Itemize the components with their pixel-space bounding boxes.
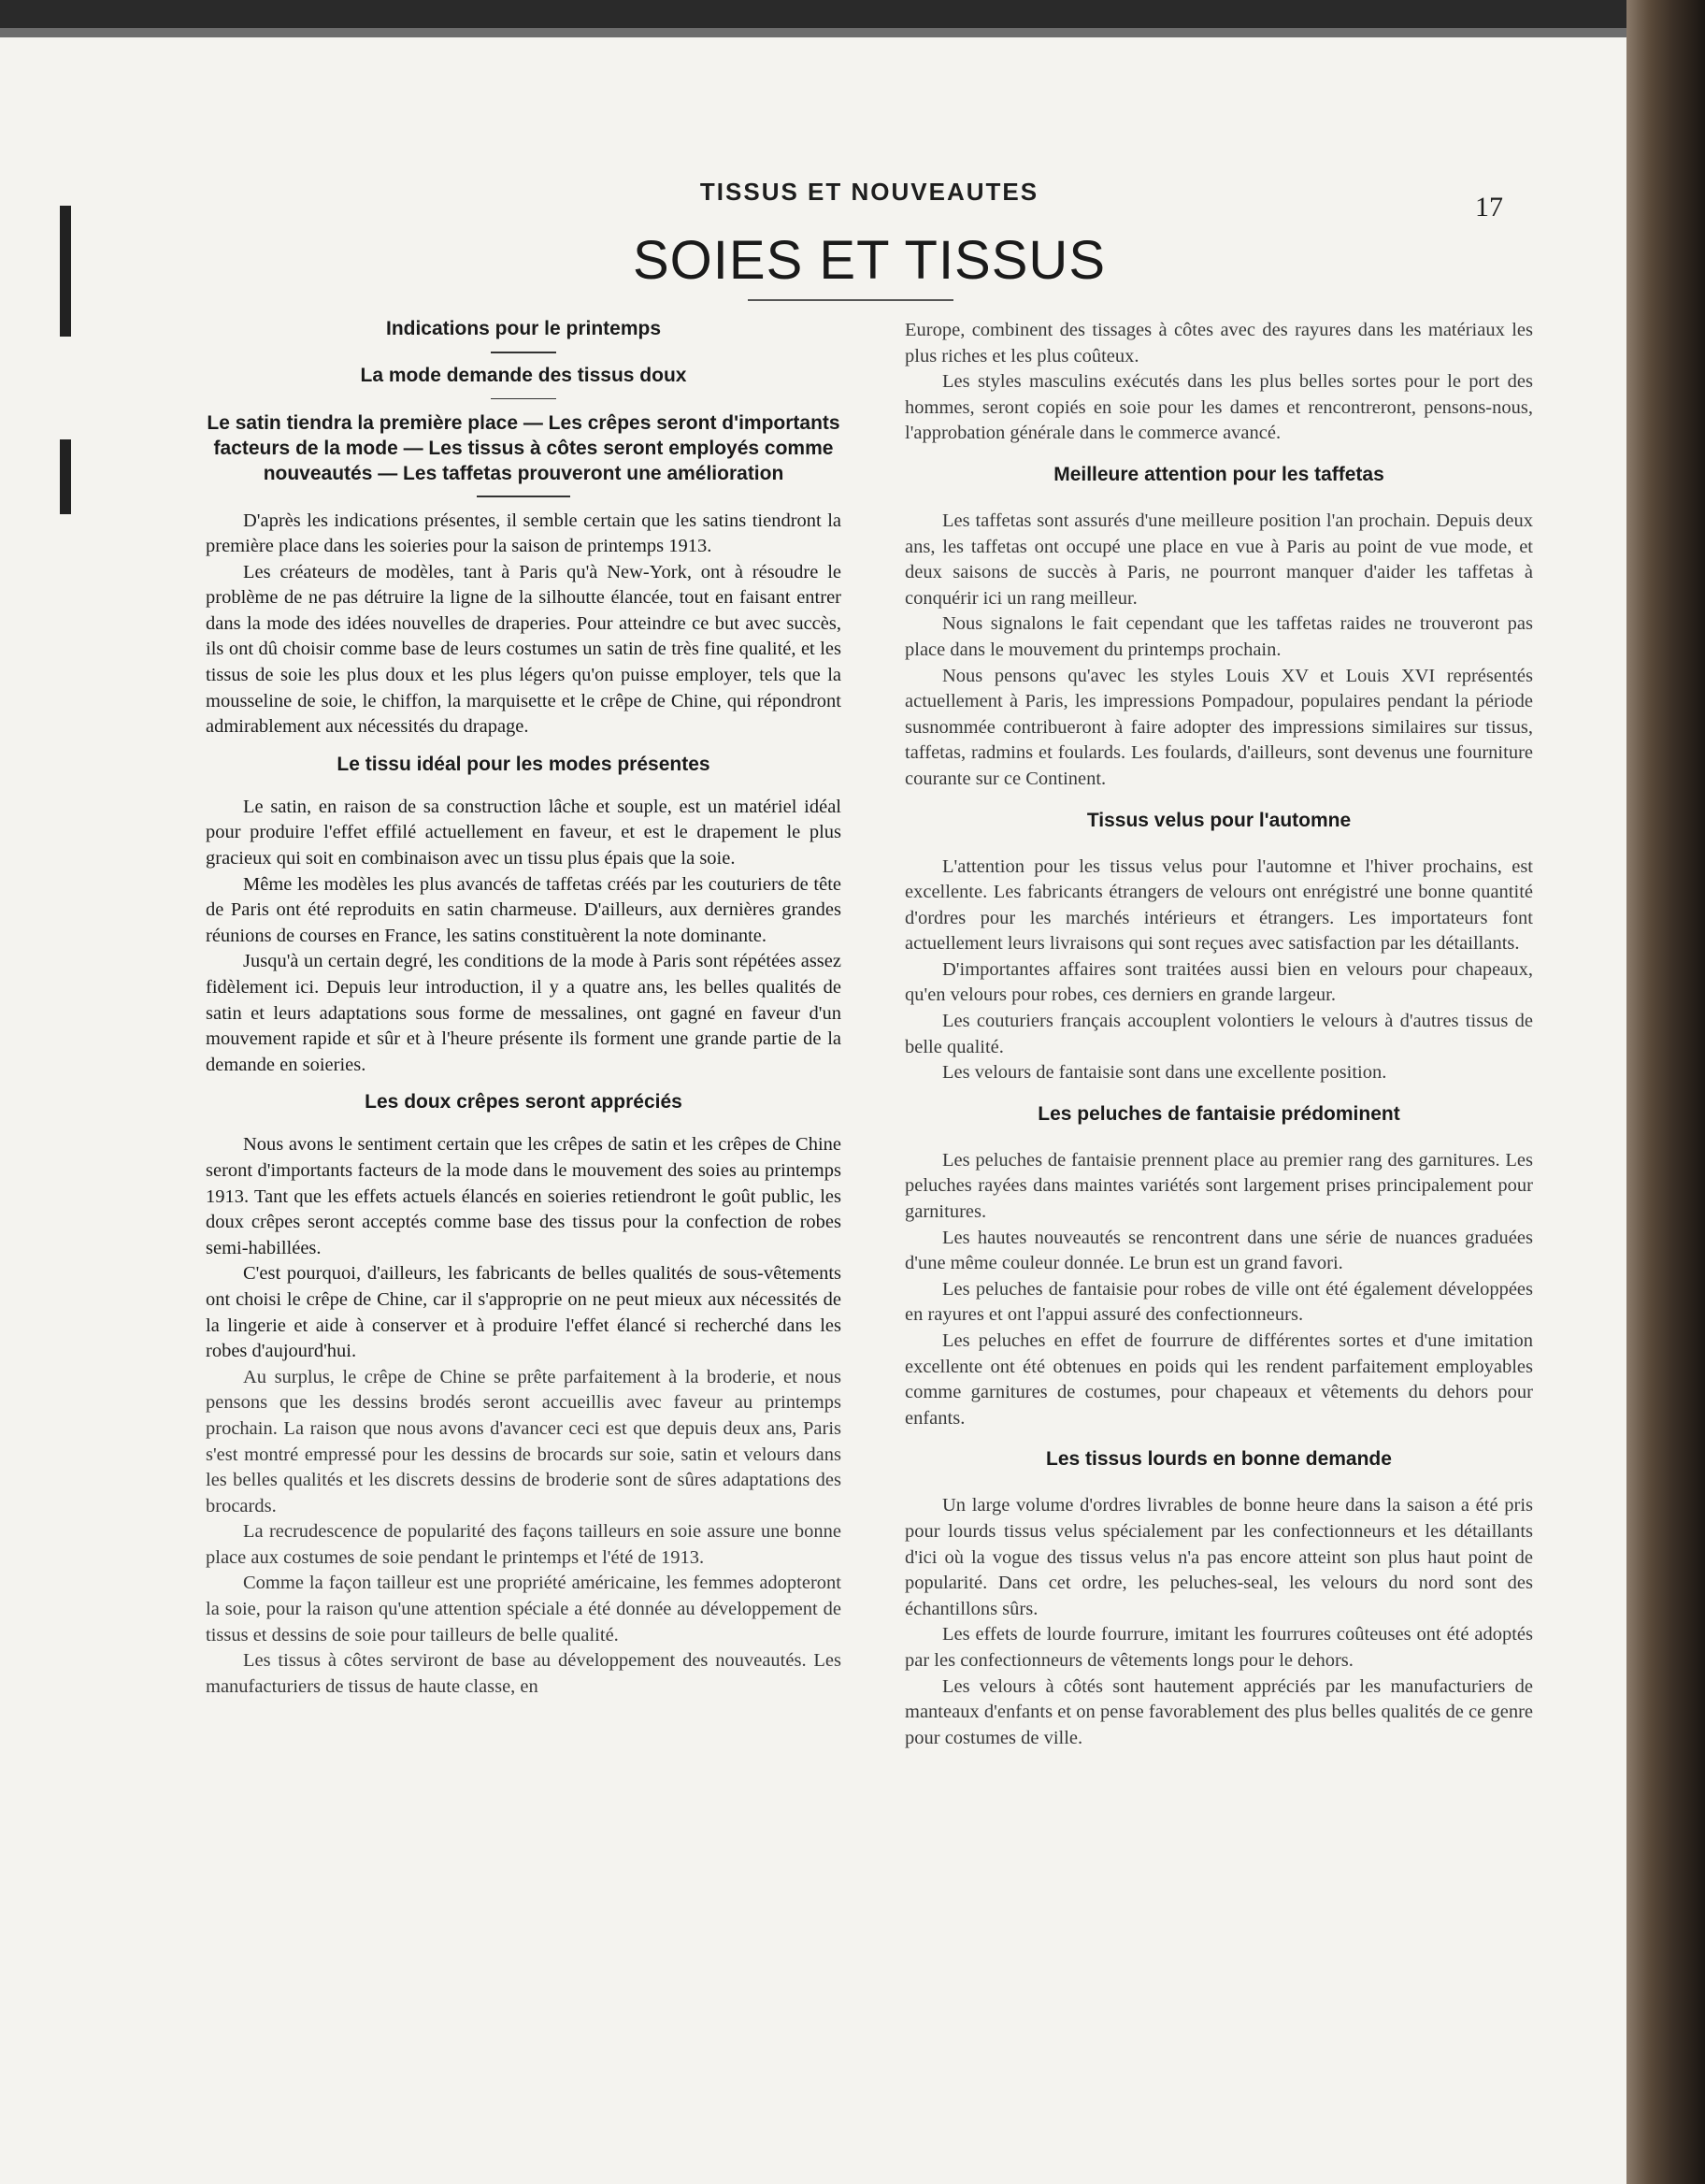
- paragraph: D'importantes affaires sont traitées aussi bien en velours pour chapeaux, qu'en velours pour robes, ces derniers en grande largeur.: [905, 958, 1533, 1006]
- book-page: [0, 37, 1626, 2184]
- paragraph: Europe, combinent des tissages à côtes avec des rayures dans les matériaux les plus riches et les plus coûteux.: [905, 320, 1533, 366]
- paragraph: L'attention pour les tissus velus pour l'automne et l'hiver prochains, est excellente. Les fabricants étrangers de velours ont enrégistré une bonne quantité d'ordres pour les marchés intérieurs et étrangers. Les importateurs font actuellement leurs livraisons qui sont reçues avec satisfaction par les détaillants.: [905, 855, 1533, 955]
- paragraph: Les styles masculins exécutés dans les plus belles sortes pour le port des hommes, seront copiés en soie pour les dames et rencontreront, pensons-nous, l'approbation générale dans le commerce avancé.: [905, 371, 1533, 444]
- paragraph: Les hautes nouveautés se rencontrent dans une série de nuances graduées d'une même couleur donnée. Le brun est un grand favori.: [905, 1227, 1533, 1274]
- paragraph: Même les modèles les plus avancés de taffetas créés par les couturiers de tête de Paris ont été reproduits en satin charmeuse. D'ailleurs, aux dernières grandes réunions de courses en France, les satins constituèrent la note dominante.: [206, 873, 841, 946]
- paragraph: Comme la façon tailleur est une propriété américaine, les femmes adopteront la soie, pour la raison qu'une attention spéciale a été donnée au développement de tissus et dessins de soie pour tailleurs de belle qualité.: [206, 1573, 841, 1645]
- paragraph: C'est pourquoi, d'ailleurs, les fabricants de belles qualités de sous-vêtements ont choisi le crêpe de Chine, car il s'approprie on ne peut mieux aux nécessités de la lingerie et aide à conserver et à produire l'effet élancé si recherché dans les robes d'aujourd'hui.: [206, 1263, 841, 1362]
- paragraph: Nous pensons qu'avec les styles Louis XV et Louis XVI représentés actuellement à Paris, les impressions Pompadour, populaires pendant la période susnommée contribueront à faire adopter des impressions similaires sur tissus, taffetas, radmins et foulards. Les foulards, d'ailleurs, sont devenus une fourniture courante sur ce Continent.: [905, 665, 1533, 789]
- article-summary: Le satin tiendra la première place — Les crêpes seront d'importants facteurs de la mode — Les tissus à côtes seront employés comme nouveautés — Les taffetas prouveront une amélioration: [207, 412, 840, 484]
- paragraph: Les couturiers français accouplent volontiers le velours à d'autres tissus de belle qualité.: [905, 1011, 1533, 1057]
- paragraph: Les peluches de fantaisie prennent place au premier rang des garnitures. Les peluches rayées dans maintes variétés sont largement prises principalement pour garnitures.: [905, 1149, 1533, 1223]
- paragraph: Jusqu'à un certain degré, les conditions de la mode à Paris sont répétées assez fidèlement ici. Depuis leur introduction, il y a quatre ans, les belles qualités de satin et leurs adaptations sous forme de messalines, ont gagné en faveur d'un mouvement rapide et sûr et à l'heure présente ils forment une grande partie de la demande en soieries.: [206, 951, 841, 1075]
- section-heading: Tissus velus pour l'automne: [1086, 809, 1352, 831]
- paragraph: La recrudescence de popularité des façons tailleurs en soie assure une bonne place aux costumes de soie pendant le printemps et l'été de 1913.: [206, 1521, 841, 1568]
- paragraph: Les effets de lourde fourrure, imitant les fourrures coûteuses ont été adoptés par les confectionneurs de vêtements longs pour le dehors.: [905, 1624, 1533, 1671]
- paragraph: Au surplus, le crêpe de Chine se prête parfaitement à la broderie, et nous pensons que les dessins brodés seront accueillis avec faveur au printemps prochain. La raison que nous avons d'avancer ceci est que depuis deux ans, Paris s'est montré empressé pour les dessins de brocards sur soie, satin et velours dans les belles qualités et les discrets dessins de broderie sont de sûres adaptations des brocards.: [206, 1366, 841, 1516]
- section-heading: Les tissus lourds en bonne demande: [1046, 1448, 1392, 1471]
- paragraph: Un large volume d'ordres livrables de bonne heure dans la saison a été pris pour lourds tissus velus spécialement par les confectionneurs et les détaillants d'ici où la vogue des tissus velus n'a pas encore atteint son plus haut point de popularité. Dans cet ordre, les peluches-seal, les velours du nord sont des échantillons sûrs.: [905, 1495, 1533, 1619]
- paragraph: Nous avons le sentiment certain que les crêpes de satin et les crêpes de Chine seront d'importants facteurs de la mode dans le mouvement des soies au printemps 1913. Tant que les effets actuels élancés en soieries retiendront le goût public, les doux crêpes seront acceptés comme base des tissus pour la confection de robes semi-habillées.: [206, 1134, 841, 1258]
- divider: [491, 352, 556, 353]
- paragraph: Les velours à côtés sont hautement appréciés par les manufacturiers de manteaux d'enfants et on pense favorablement des plus belles qualités de ce genre pour costumes de ville.: [905, 1675, 1533, 1748]
- section-heading: Le tissu idéal pour les modes présentes: [337, 753, 710, 775]
- left-column: [206, 318, 841, 1700]
- title-rule: [748, 299, 953, 301]
- section-heading: Indications pour le printemps: [385, 318, 662, 339]
- paragraph: Le satin, en raison de sa construction lâche et souple, est un matériel idéal pour produire l'effet effilé actuellement en faveur, et est le drapement le plus gracieux qui soit en combinaison avec un tissu plus épais que la soie.: [206, 796, 841, 869]
- section-heading: Les peluches de fantaisie prédominent: [1038, 1102, 1400, 1125]
- paragraph: Les peluches de fantaisie pour robes de ville ont été également développées en rayures et ont l'appui assuré des confectionneurs.: [905, 1278, 1533, 1326]
- page-title: SOIES ET TISSUS: [632, 230, 1107, 291]
- binding-mark: [60, 206, 71, 337]
- paragraph: Les tissus à côtes serviront de base au développement des nouveautés. Les manufacturiers de tissus de haute classe, en: [206, 1650, 841, 1697]
- paragraph: Les taffetas sont assurés d'une meilleure position l'an prochain. Depuis deux ans, les taffetas ont occupé une place en vue à Paris au point de vue mode, et deux saisons de succès à Paris, ne pourront manquer d'aider les taffetas à conquérir ici un rang meilleur.: [905, 510, 1533, 609]
- divider: [491, 398, 556, 400]
- page-top-edge: [0, 28, 1626, 37]
- section-heading: La mode demande des tissus doux: [360, 364, 687, 386]
- divider: [477, 496, 570, 497]
- page-number: 17: [1475, 192, 1503, 223]
- running-header: TISSUS ET NOUVEAUTES: [699, 178, 1039, 206]
- paragraph: Les velours de fantaisie sont dans une excellente position.: [942, 1062, 1387, 1084]
- paragraph: D'après les indications présentes, il semble certain que les satins tiendront la première place dans les soieries pour la saison de printemps 1913.: [206, 510, 841, 557]
- paragraph: Nous signalons le fait cependant que les taffetas raides ne trouveront pas place dans le mouvement du printemps prochain.: [905, 613, 1533, 660]
- right-column: [905, 318, 1533, 1751]
- paragraph: Les peluches en effet de fourrure de différentes sortes et d'une imitation excellente ont été obtenues en poids qui les rendent parfaitement employables comme garnitures de costumes, pour chapeaux et vêtements du dehors pour enfants.: [905, 1330, 1533, 1429]
- paragraph: Les créateurs de modèles, tant à Paris qu'à New-York, ont à résoudre le problème de ne pas détruire la ligne de la silhoutte élancée, tout en faisant entrer dans la mode des idées nouvelles de draperies. Pour atteindre ce but avec succès, ils ont dû choisir comme base de leurs costumes un satin de très fine qualité, et les tissus de soie les plus doux et les plus légers qu'on puisse employer, tels que la mousseline de soie, le chiffon, la marquisette et le crêpe de Chine, qui répondront admirablement aux nécessités du drapage.: [206, 561, 841, 738]
- section-heading: Meilleure attention pour les taffetas: [1053, 463, 1384, 485]
- book-page-edges: [1626, 0, 1705, 2184]
- binding-mark: [60, 439, 71, 514]
- section-heading: Les doux crêpes seront appréciés: [365, 1091, 682, 1114]
